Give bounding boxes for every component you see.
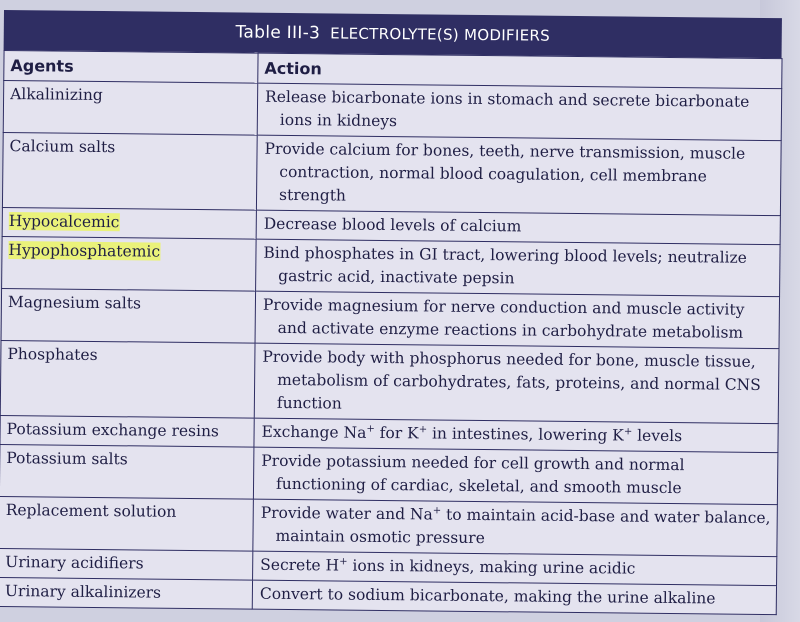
action-text: ions in kidneys, making urine acidic bbox=[347, 556, 636, 578]
electrolyte-modifiers-table bbox=[0, 10, 782, 615]
agent-cell: Magnesium salts bbox=[1, 288, 256, 343]
agent-cell: Urinary acidifiers bbox=[0, 548, 253, 580]
table-row bbox=[2, 132, 781, 215]
superscript-plus: + bbox=[366, 423, 375, 435]
agent-cell: Calcium salts bbox=[2, 132, 257, 210]
action-cell: Provide calcium for bones, teeth, nerve transmission, muscle contraction, normal blood coagulation, cell membrane strength bbox=[256, 135, 781, 215]
highlighted-agent: Hypophosphatemic bbox=[8, 241, 161, 261]
table-row bbox=[3, 81, 782, 141]
table-row bbox=[0, 496, 777, 556]
superscript-plus: + bbox=[623, 426, 633, 438]
highlighted-agent: Hypocalcemic bbox=[8, 212, 120, 232]
agent-cell: Alkalinizing bbox=[3, 81, 258, 136]
action-cell: Convert to sodium bicarbonate, making the urine alkaline bbox=[252, 580, 776, 614]
superscript-plus: + bbox=[339, 556, 348, 568]
table-row bbox=[0, 444, 778, 504]
agent-cell bbox=[2, 236, 257, 291]
table-row bbox=[0, 340, 779, 423]
action-text: Secrete H bbox=[260, 555, 340, 575]
agent-cell: Phosphates bbox=[0, 340, 255, 418]
action-text: Provide water and Na bbox=[260, 503, 433, 524]
action-text: to maintain acid-base and water balance, maintain osmotic pressure bbox=[275, 505, 771, 548]
action-text: for K bbox=[374, 423, 419, 443]
agent-cell: Urinary alkalinizers bbox=[0, 577, 253, 609]
action-cell: Release bicarbonate ions in stomach and secrete bicarbonate ions in kidneys bbox=[257, 83, 782, 140]
agent-cell bbox=[2, 207, 256, 239]
agent-cell: Replacement solution bbox=[0, 496, 253, 551]
action-cell: Decrease blood levels of calcium bbox=[256, 210, 780, 244]
agent-cell: Potassium exchange resins bbox=[0, 415, 254, 447]
table-row bbox=[1, 288, 780, 348]
superscript-plus: + bbox=[418, 424, 428, 436]
action-header: Action bbox=[258, 53, 782, 88]
agent-cell: Potassium salts bbox=[0, 444, 254, 499]
action-text: Exchange Na bbox=[261, 422, 367, 442]
action-cell: Bind phosphates in GI tract, lowering blood levels; neutralize gastric acid, inactivate pepsin bbox=[256, 239, 781, 296]
action-text: in intestines, lowering K bbox=[426, 424, 624, 445]
action-cell: Provide magnesium for nerve conduction and muscle activity and activate enzyme reactions in carbohydrate metabolism bbox=[255, 291, 780, 348]
data-table bbox=[0, 50, 783, 615]
table-row bbox=[2, 236, 781, 296]
table-title: ELECTROLYTE(S) MODIFIERS bbox=[330, 24, 551, 45]
action-cell: Provide potassium needed for cell growth and normal functioning of cardiac, skeletal, and smooth muscle bbox=[253, 447, 778, 504]
action-text: levels bbox=[632, 426, 683, 446]
action-cell: Provide body with phosphorus needed for bone, muscle tissue, metabolism of carbohydrates, fats, proteins, and normal CNS function bbox=[254, 343, 779, 423]
agents-header: Agents bbox=[4, 51, 258, 84]
superscript-plus: + bbox=[432, 505, 442, 517]
table-number: Table III-3 bbox=[235, 22, 321, 44]
action-cell bbox=[253, 499, 778, 556]
